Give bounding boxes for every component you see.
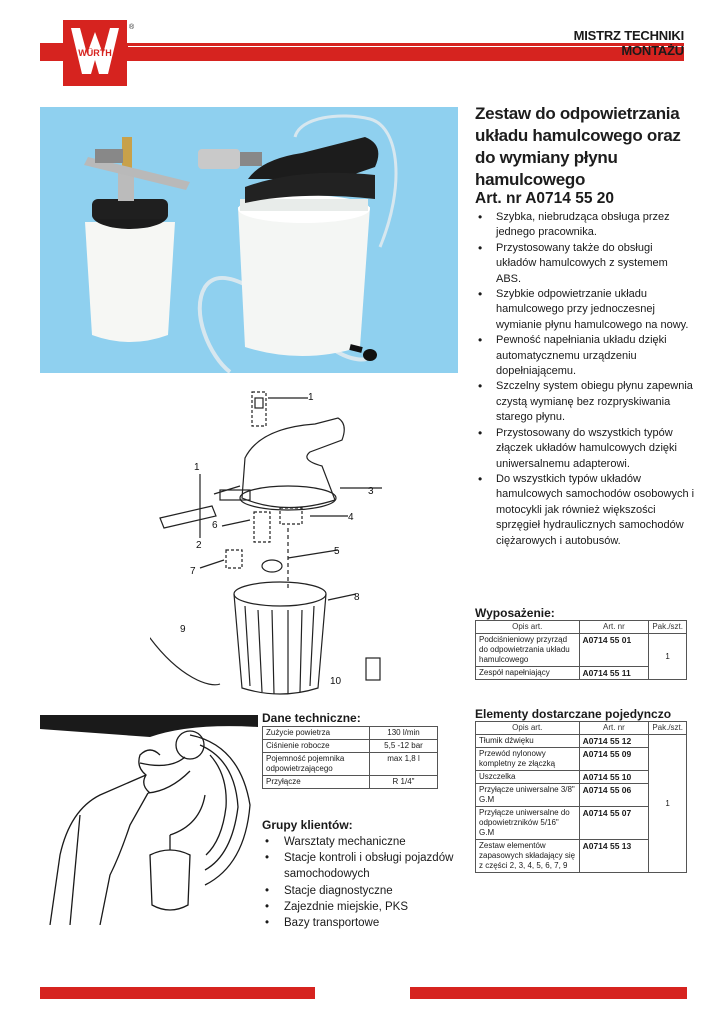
row-code: A0714 55 09 <box>579 748 649 771</box>
callout-8: 8 <box>354 592 360 603</box>
row-desc: Przyłącze uniwersalne 3/8" G.M <box>476 784 580 807</box>
row-qty: 1 <box>649 735 687 873</box>
list-item: • Bazy transportowe <box>262 915 462 931</box>
feature-item: • Szybkie odpowietrzanie układu hamulcowego przy jednoczesnej wymianie płynu hamulcowego na nowy. <box>475 287 695 333</box>
header-title <box>574 28 684 58</box>
row-code: A0714 55 12 <box>579 735 649 748</box>
dane-techniczne-heading: Dane techniczne: <box>262 711 361 725</box>
brand-name: WÜRTH <box>78 48 112 58</box>
callout-1: 1 <box>194 462 200 473</box>
list-item: • Warsztaty mechaniczne <box>262 834 462 850</box>
col-qty: Pak./szt. <box>649 621 687 634</box>
feature-item: • Przystosowany także do obsługi układów hamulcowych z systemem ABS. <box>475 241 695 287</box>
worker-illustration <box>40 715 258 925</box>
product-title: Zestaw do odpowietrzania układu hamulcowego oraz do wymiany płynu hamulcowego <box>475 104 681 189</box>
table-header-row <box>476 722 687 735</box>
wyposazenie-table <box>475 620 687 680</box>
list-item: • Stacje kontroli i obsługi pojazdów samochodowych <box>262 850 462 882</box>
col-code: Art. nr <box>579 621 649 634</box>
wurth-logo <box>63 20 127 86</box>
list-item: • Stacje diagnostyczne <box>262 883 462 899</box>
callout-10: 10 <box>330 676 342 687</box>
table-row <box>263 753 438 776</box>
row-desc: Przyłącze uniwersalne do odpowietrzników 5/16" G.M <box>476 807 580 840</box>
tech-value: max 1,8 l <box>370 753 438 776</box>
row-code: A0714 55 07 <box>579 807 649 840</box>
table-row <box>263 740 438 753</box>
elementy-table <box>475 721 687 873</box>
tech-label: Pojemność pojemnika odpowietrzającego <box>263 753 370 776</box>
col-desc: Opis art. <box>476 722 580 735</box>
row-desc: Zestaw elementów zapasowych składający się z części 2, 3, 4, 5, 6, 7, 9 <box>476 840 580 873</box>
elementy-heading: Elementy dostarczane pojedynczo <box>475 707 672 721</box>
callout-4: 4 <box>348 512 354 523</box>
table-header-row <box>476 621 687 634</box>
callout-3: 3 <box>368 486 374 497</box>
col-qty: Pak./szt. <box>649 722 687 735</box>
footer-red-bar-left <box>40 987 315 999</box>
col-desc: Opis art. <box>476 621 580 634</box>
feature-item: • Do wszystkich typów układów hamulcowych samochodów osobowych i motocykli jak również większości sprzęgieł hydraulicznych samochodów ciężarowych i autobusów. <box>475 472 695 549</box>
article-number: Art. nr A0714 55 20 <box>475 190 615 207</box>
product-photo <box>40 107 458 373</box>
header-title-line2: MONTAŻU <box>621 43 684 58</box>
tech-label: Przyłącze <box>263 776 370 789</box>
tech-label: Ciśnienie robocze <box>263 740 370 753</box>
list-item: • Zajezdnie miejskie, PKS <box>262 899 462 915</box>
wyposazenie-heading: Wyposażenie: <box>475 606 555 620</box>
row-qty: 1 <box>649 634 687 680</box>
row-desc: Tłumik dźwięku <box>476 735 580 748</box>
col-code: Art. nr <box>579 722 649 735</box>
tech-data-table <box>262 726 438 789</box>
callout-6: 6 <box>212 520 218 531</box>
tech-label: Zużycie powietrza <box>263 727 370 740</box>
exploded-diagram <box>150 388 390 708</box>
tech-value: R 1/4" <box>370 776 438 789</box>
callout-9: 9 <box>180 624 186 635</box>
row-code: A0714 55 11 <box>579 667 649 680</box>
tech-value: 130 l/min <box>370 727 438 740</box>
footer-red-bar-right <box>410 987 687 999</box>
row-code: A0714 55 13 <box>579 840 649 873</box>
row-desc: Uszczelka <box>476 771 580 784</box>
table-row <box>476 735 687 748</box>
row-desc: Podciśnieniowy przyrząd do odpowietrzania układu hamulcowego <box>476 634 580 667</box>
callout-5: 5 <box>334 546 340 557</box>
feature-item: • Pewność napełniania układu dzięki automatycznemu urządzeniu dopełniającemu. <box>475 333 695 379</box>
row-code: A0714 55 01 <box>579 634 649 667</box>
feature-item: • Szybka, niebrudząca obsługa przez jednego pracownika. <box>475 210 695 241</box>
callout-7-top: 1 <box>308 392 314 403</box>
row-code: A0714 55 06 <box>579 784 649 807</box>
registered-mark: ® <box>129 24 135 31</box>
header-title-line1: MISTRZ TECHNIKI <box>573 28 684 43</box>
table-row <box>476 634 687 667</box>
table-row <box>263 727 438 740</box>
grupy-klientow-heading: Grupy klientów: <box>262 818 353 832</box>
feature-item: • Szczelny system obiegu płynu zapewnia czystą wymianę bez rozpryskiwania starego płynu. <box>475 379 695 425</box>
feature-item: • Przystosowany do wszystkich typów złączek układów hamulcowych dzięki uniwersalnemu adapterowi. <box>475 426 695 472</box>
customer-groups-list <box>262 834 462 931</box>
feature-list <box>475 210 695 549</box>
callout-7-lower: 7 <box>190 566 196 577</box>
row-desc: Przewód nylonowy kompletny ze złączką <box>476 748 580 771</box>
tech-value: 5,5 -12 bar <box>370 740 438 753</box>
table-row <box>263 776 438 789</box>
callout-2: 2 <box>196 540 202 551</box>
row-desc: Zespół napełniający <box>476 667 580 680</box>
row-code: A0714 55 10 <box>579 771 649 784</box>
